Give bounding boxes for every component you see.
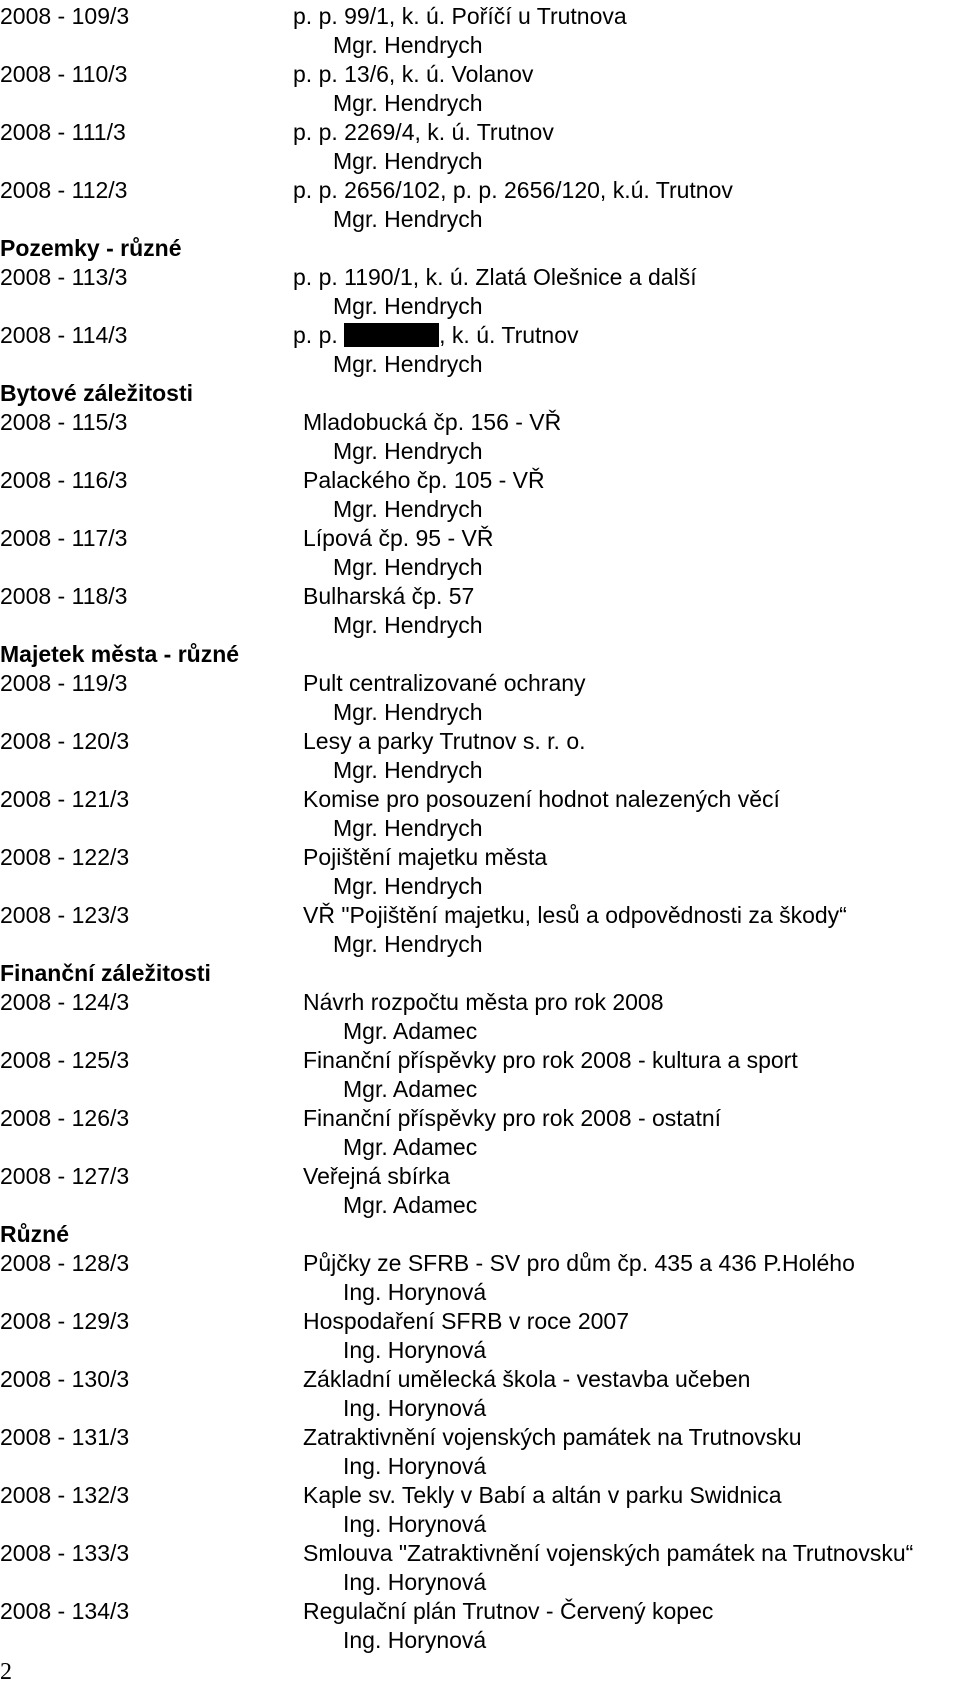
entry-number: 2008 - 111/3 — [0, 119, 126, 145]
entry-responsible-person: Mgr. Hendrych — [333, 148, 483, 174]
entry-number: 2008 - 122/3 — [0, 844, 130, 870]
agenda-entry — [0, 727, 960, 785]
agenda-entry — [0, 118, 960, 176]
entry-number: 2008 - 134/3 — [0, 1598, 130, 1624]
entry-subject: p. p. 2269/4, k. ú. Trutnov — [293, 119, 554, 145]
entry-number: 2008 - 128/3 — [0, 1250, 130, 1276]
entry-responsible-person: Mgr. Hendrych — [333, 612, 483, 638]
entry-responsible-person: Ing. Horynová — [343, 1279, 487, 1305]
entry-responsible-person: Mgr. Adamec — [343, 1134, 478, 1160]
entry-subject: Bulharská čp. 57 — [303, 583, 475, 609]
section-heading: Majetek města - různé — [0, 641, 240, 667]
entry-subject: Komise pro posouzení hodnot nalezených věcí — [303, 786, 780, 812]
section-heading: Pozemky - různé — [0, 235, 182, 261]
entry-number: 2008 - 119/3 — [0, 670, 128, 696]
entry-responsible-person: Mgr. Hendrych — [333, 554, 483, 580]
entry-responsible-person: Ing. Horynová — [343, 1627, 487, 1653]
agenda-entry — [0, 1423, 960, 1481]
agenda-entry — [0, 785, 960, 843]
entry-subject: Palackého čp. 105 - VŘ — [303, 467, 545, 493]
entry-responsible-person: Ing. Horynová — [343, 1453, 487, 1479]
entry-number: 2008 - 113/3 — [0, 264, 128, 290]
entry-subject: Kaple sv. Tekly v Babí a altán v parku Swidnica — [303, 1482, 782, 1508]
entry-subject: Lesy a parky Trutnov s. r. o. — [303, 728, 586, 754]
agenda-entry — [0, 1539, 960, 1597]
entry-number: 2008 - 114/3 — [0, 322, 128, 348]
section-heading: Bytové záležitosti — [0, 380, 193, 406]
agenda-entry — [0, 1307, 960, 1365]
section-heading: Různé — [0, 1221, 69, 1247]
entry-responsible-person: Mgr. Hendrych — [333, 873, 483, 899]
entry-number: 2008 - 109/3 — [0, 3, 130, 29]
agenda-entry — [0, 176, 960, 234]
entry-subject: Mladobucká čp. 156 - VŘ — [303, 409, 562, 435]
entry-number: 2008 - 126/3 — [0, 1105, 130, 1131]
entry-number: 2008 - 124/3 — [0, 989, 130, 1015]
entry-number: 2008 - 129/3 — [0, 1308, 130, 1334]
agenda-entry — [0, 582, 960, 640]
entry-responsible-person: Ing. Horynová — [343, 1395, 487, 1421]
entry-subject: Pult centralizované ochrany — [303, 670, 586, 696]
agenda-entry — [0, 466, 960, 524]
entry-responsible-person: Mgr. Hendrych — [333, 815, 483, 841]
entry-subject: Finanční příspěvky pro rok 2008 - kultura a sport — [303, 1047, 798, 1073]
redaction-block — [344, 323, 439, 347]
entry-number: 2008 - 132/3 — [0, 1482, 130, 1508]
entry-subject: Zatraktivnění vojenských památek na Trutnovsku — [303, 1424, 802, 1450]
entry-subject: Půjčky ze SFRB - SV pro dům čp. 435 a 436 P.Holého — [303, 1250, 855, 1276]
entry-subject: Veřejná sbírka — [303, 1163, 451, 1189]
entry-number: 2008 - 130/3 — [0, 1366, 130, 1392]
agenda-entry — [0, 843, 960, 901]
entry-subject: Základní umělecká škola - vestavba učeben — [303, 1366, 751, 1392]
entry-number: 2008 - 120/3 — [0, 728, 130, 754]
agenda-entry — [0, 524, 960, 582]
entry-number: 2008 - 123/3 — [0, 902, 130, 928]
entry-number: 2008 - 131/3 — [0, 1424, 130, 1450]
agenda-entry — [0, 669, 960, 727]
entry-number: 2008 - 116/3 — [0, 467, 128, 493]
entry-responsible-person: Mgr. Adamec — [343, 1018, 478, 1044]
section-heading: Finanční záležitosti — [0, 960, 211, 986]
entry-subject: p. p. , k. ú. Trutnov — [293, 322, 579, 348]
entry-subject: Pojištění majetku města — [303, 844, 548, 870]
entry-responsible-person: Mgr. Hendrych — [333, 699, 483, 725]
entry-responsible-person: Mgr. Hendrych — [333, 351, 483, 377]
entry-responsible-person: Ing. Horynová — [343, 1511, 487, 1537]
entry-responsible-person: Mgr. Hendrych — [333, 90, 483, 116]
entry-subject: Finanční příspěvky pro rok 2008 - ostatní — [303, 1105, 722, 1131]
entry-number: 2008 - 121/3 — [0, 786, 130, 812]
agenda-entry — [0, 321, 960, 379]
agenda-entry — [0, 1365, 960, 1423]
agenda-entry — [0, 1104, 960, 1162]
entry-responsible-person: Mgr. Hendrych — [333, 32, 483, 58]
entry-subject: Návrh rozpočtu města pro rok 2008 — [303, 989, 664, 1015]
entry-responsible-person: Mgr. Hendrych — [333, 206, 483, 232]
agenda-entry — [0, 988, 960, 1046]
entry-number: 2008 - 118/3 — [0, 583, 128, 609]
entry-subject: p. p. 1190/1, k. ú. Zlatá Olešnice a další — [293, 264, 697, 290]
entry-responsible-person: Mgr. Hendrych — [333, 496, 483, 522]
entry-responsible-person: Mgr. Hendrych — [333, 293, 483, 319]
entry-number: 2008 - 112/3 — [0, 177, 128, 203]
entry-responsible-person: Mgr. Adamec — [343, 1076, 478, 1102]
entry-subject: Hospodaření SFRB v roce 2007 — [303, 1308, 630, 1334]
entry-number: 2008 - 133/3 — [0, 1540, 130, 1566]
entry-subject: Smlouva "Zatraktivnění vojenských památek na Trutnovsku“ — [303, 1540, 914, 1566]
agenda-entry — [0, 2, 960, 60]
entry-number: 2008 - 110/3 — [0, 61, 128, 87]
entry-subject: VŘ "Pojištění majetku, lesů a odpovědnosti za škody“ — [303, 902, 847, 928]
agenda-entry — [0, 901, 960, 959]
entry-responsible-person: Ing. Horynová — [343, 1569, 487, 1595]
agenda-entry — [0, 1249, 960, 1307]
entry-number: 2008 - 127/3 — [0, 1163, 130, 1189]
agenda-entry — [0, 1046, 960, 1104]
entry-number: 2008 - 125/3 — [0, 1047, 130, 1073]
agenda-entry — [0, 1597, 960, 1655]
entry-subject: Regulační plán Trutnov - Červený kopec — [303, 1598, 714, 1624]
entry-responsible-person: Mgr. Hendrych — [333, 438, 483, 464]
entry-subject: Lípová čp. 95 - VŘ — [303, 525, 494, 551]
page-number: 2 — [0, 1659, 12, 1685]
agenda-entry — [0, 263, 960, 321]
agenda-entry — [0, 1481, 960, 1539]
entry-responsible-person: Mgr. Adamec — [343, 1192, 478, 1218]
entry-number: 2008 - 117/3 — [0, 525, 128, 551]
agenda-entry — [0, 60, 960, 118]
entry-subject: p. p. 99/1, k. ú. Poříčí u Trutnova — [293, 3, 627, 29]
agenda-entry — [0, 408, 960, 466]
entry-subject: p. p. 13/6, k. ú. Volanov — [293, 61, 534, 87]
entry-responsible-person: Mgr. Hendrych — [333, 757, 483, 783]
entry-responsible-person: Ing. Horynová — [343, 1337, 487, 1363]
agenda-entry — [0, 1162, 960, 1220]
entry-subject: p. p. 2656/102, p. p. 2656/120, k.ú. Trutnov — [293, 177, 733, 203]
entry-number: 2008 - 115/3 — [0, 409, 128, 435]
entry-responsible-person: Mgr. Hendrych — [333, 931, 483, 957]
